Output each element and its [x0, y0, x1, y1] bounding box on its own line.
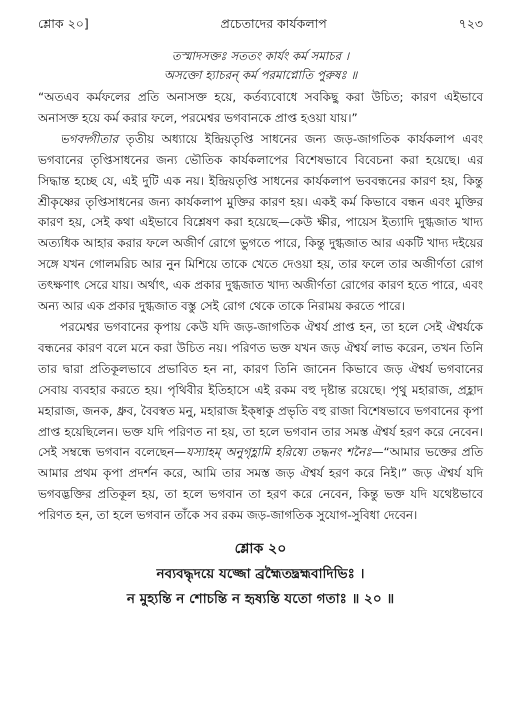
paragraph-opulence-text-1: পরমেশ্বর ভগবানের কৃপায় কেউ যদি জড়-জাগতিক ঐশ্বর্য প্রাপ্ত হন, তা হলে সেই ঐশ্বর্যকে বন্ধনের কারণ বলে মনে করা উচিত নয়। পরিণত ভক্ত যখন জড় ঐশ্বর্য লাভ করেন, তখন তিনি তার দ্বারা প্রতিকূলভাবে প্রভাবিত হন না, কারণ তিনি জানেন কিভাবে জড় ঐশ্বর্য ভগবানের সেবায় ব্যবহার করতে হয়। পৃথিবীর ইতিহাসে এই রকম বহু দৃষ্টান্ত রয়েছে। পৃথু মহারাজ, প্রহ্লাদ মহারাজ, জনক, ধ্রুব, বৈবস্বত মনু, মহারাজ ইক্ষ্বাকু প্রভৃতি বহু রাজা বিশেষভাবে ভগবানের কৃপা প্রাপ্ত হয়েছিলেন। ভক্ত যদি পরিণত না হয়, তা হলে ভগবান তার সমস্ত ঐশ্বর্য হরণ করে নেবেন। সেই সম্বন্ধে ভগবান বলেছেন— [38, 319, 483, 460]
paragraph-gita-text: তৃতীয় অধ্যায়ে ইন্দ্রিয়তৃপ্তি সাধনের জন্য জড়-জাগতিক কার্যকলাপ এবং ভগবানের তৃপ্তিসাধনের জন্য ভৌতিক কার্যকলাপের বিশেষভাবে বিবেচনা করা হয়েছে। এর সিদ্ধান্ত হচ্ছে যে, এই দুটি এক নয়। ইন্দ্রিয়তৃপ্তি সাধনের কার্যকলাপ ভববন্ধনের কারণ হয়, কিন্তু শ্রীকৃষ্ণের তৃপ্তিসাধনের জন্য কার্যকলাপ মুক্তির কারণ হয়। একই কর্ম কিভাবে বন্ধন এবং মুক্তির কারণ হয়, সেই কথা এইভাবে বিশ্লেষণ করা হয়েছে—কেউ ক্ষীর, পায়েস ইত্যাদি দুগ্ধজাত খাদ্য অত্যধিক আহার করার ফলে অজীর্ণ রোগে ভুগতে পারে, কিন্তু দুগ্ধজাত আর একটি খাদ্য দইয়ের সঙ্গে যখন গোলমরিচ আর নুন মিশিয়ে তাকে খেতে দেওয়া হয়, তার ফলে তার অজীর্ণতা রোগ তৎক্ষণাৎ সেরে যায়। অর্থাৎ, এক প্রকার দুগ্ধজাত খাদ্য অজীর্ণতা রোগের কারণ হতে পারে, এবং অন্য আর এক প্রকার দুগ্ধজাত বস্তু সেই রোগ থেকে তাকে নিরাময় করতে পারে। [38, 131, 483, 314]
quoted-sanskrit-phrase: যস্যাহম্ অনুগৃহ্ণামি হরিষ্যে তদ্ধনং শনৈঃ [185, 445, 372, 460]
header-chapter-title: প্রচেতাদের কার্যকলাপ [220, 16, 327, 31]
next-sloka-line-2: ন মুহ্যন্তি ন শোচন্তি ন হৃষ্যন্তি যতো গতাঃ ॥ ২০ ॥ [126, 591, 395, 608]
next-sloka-heading: শ্লোক ২০ [234, 541, 287, 558]
paragraph-opulence [38, 317, 483, 526]
quoted-verse-line-1: তস্মাদসক্তঃ সততং কার্যং কর্ম সমাচর । [171, 49, 350, 63]
gita-title: ভগবদ্গীতার [60, 131, 119, 146]
next-sloka-line-1: নব্যবদ্ধৃদয়ে যজ্জো ব্রহ্মৈতদ্ব্রহ্মবাদিভিঃ । [156, 566, 365, 583]
page-header [38, 16, 483, 38]
quoted-verse-line-2: অসক্তো হ্যাচরন্ কর্ম পরমাপ্নোতি পুরুষঃ ॥ [163, 68, 358, 82]
translation-paragraph: “অতএব কর্মফলের প্রতি অনাসক্ত হয়ে, কর্তব্যবোধে সবকিছু করা উচিত; কারণ এইভাবে অনাসক্ত হয়ে কর্ম করার ফলে, পরমেশ্বর ভগবানকে প্রাপ্ত হওয়া যায়।” [38, 90, 483, 125]
paragraph-gita [38, 129, 483, 317]
next-sloka-text [38, 562, 483, 612]
header-page-number: ৭২৩ [458, 16, 483, 31]
header-verse-ref: শ্লোক ২০] [38, 16, 89, 31]
paragraph-opulence-text-2: —“আমার ভক্তের প্রতি আমার প্রথম কৃপা প্রদর্শন করে, আমি তার সমস্ত জড় ঐশ্বর্য হরণ করে নিই।” জড় ঐশ্বর্য যদি ভগবদ্ভক্তির প্রতিকূল হয়, তা হলে ভগবান তা হরণ করে নেবেন, কিন্তু ভক্ত যদি যথেষ্টভাবে পরিণত হন, তা হলে ভগবান তাঁকে সব রকম জড়-জাগতিক সুযোগ-সুবিধা দেবেন। [38, 445, 483, 523]
quoted-verse [38, 47, 483, 85]
purport-body [38, 87, 483, 526]
